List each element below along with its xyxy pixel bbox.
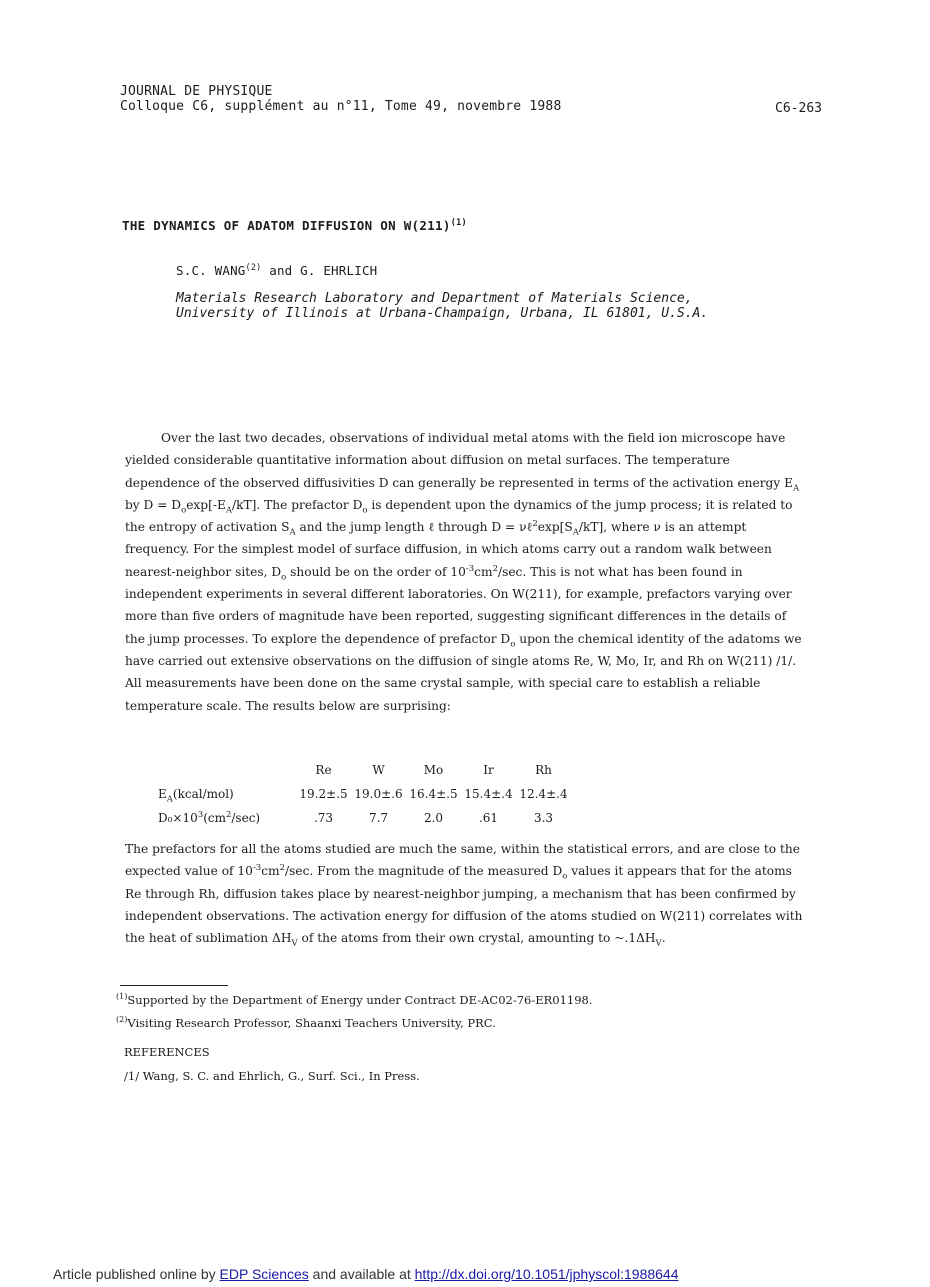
column-w: W <box>372 763 385 777</box>
body-paragraph-2: The prefactors for all the atoms studied are much the same, within the statistical errors, and are close to the expected value of $10^{-3}cm^2/\sec$. From the magnitude of the measured $D_o$ values it appears that for the atoms Re through Rh, diffusion takes place by nearest-neighbor jumping, a mechanism that has been confirmed by independent observations. The activation energy for diffusion of the atoms studied on W(211) correlates with the heat of sublimation $\Delta H_V$ of the atoms from their own crystal, amounting to $\sim.1\Delta H_V$. <box>125 842 803 949</box>
affiliation-line-1: Materials Research Laboratory and Department of Materials Science, <box>176 291 693 306</box>
table-corner <box>158 758 296 782</box>
table-cell: 19.0±.6 <box>354 787 403 801</box>
journal-name: JOURNAL DE PHYSIQUE <box>120 84 273 99</box>
journal-header <box>120 84 561 114</box>
footnote-divider <box>120 985 228 986</box>
footnote-2 <box>116 1016 496 1030</box>
doi-link[interactable]: http://dx.doi.org/10.1051/jphyscol:1988644 <box>414 1266 679 1282</box>
footer-prefix: Article published online by <box>53 1266 216 1282</box>
body-paragraph-1: Over the last two decades, observations of individual metal atoms with the field ion microscope have yielded considerable quantitative information about diffusion on metal surfaces. The temperature dependence of the observed diffusivities D can generally be represented in terms of the activation energy $E_A$ by $D = D_o\exp[-E_A/kT]$. The prefactor $D_o$ is dependent upon the dynamics of the jump process; it is related to the entropy of activation $S_A$ and the jump length ℓ through $D = \nu\ell^2\exp[S_A/kT]$, where ν is an attempt frequency. For the simplest model of surface diffusion, in which atoms carry out a random walk between nearest-neighbor sites, $D_o$ should be on the order of $10^{-3}cm^2/\sec$. This is not what has been found in independent experiments in several different laboratories. On W(211), for example, prefactors varying over more than five orders of magnitude have been reported, suggesting significant differences in the details of the jump processes. To explore the dependence of prefactor $D_o$ upon the chemical identity of the adatoms we have carried out extensive observations on the diffusion of single atoms Re, W, Mo, Ir, and Rh on W(211) /1/. All measurements have been done on the same crystal sample, with special care to establish a reliable temperature scale. The results below are surprising: <box>125 431 802 713</box>
page-number: C6-263 <box>775 101 822 116</box>
table-header-row <box>158 758 571 782</box>
table-cell: .73 <box>313 811 334 825</box>
reference-1: /1/ Wang, S. C. and Ehrlich, G., Surf. Sci., In Press. <box>124 1069 420 1083</box>
journal-issue: Colloque C6, supplément au n°11, Tome 49, novembre 1988 <box>120 99 562 114</box>
table-cell: 12.4±.4 <box>519 787 568 801</box>
table-cell: 7.7 <box>368 811 389 825</box>
affiliation-line-2: University of Illinois at Urbana-Champaign, Urbana, IL 61801, U.S.A. <box>176 306 709 321</box>
authors <box>176 263 377 278</box>
table-row <box>158 806 571 830</box>
footnote-1-text: Supported by the Department of Energy under Contract DE-AC02-76-ER01198. <box>127 993 593 1007</box>
footnote-1 <box>116 993 593 1007</box>
table-cell: 15.4±.4 <box>464 787 513 801</box>
publication-footer <box>53 1266 679 1282</box>
row-label-activation-energy: $E_A(kcal/mol)$ <box>158 787 234 805</box>
author-ehrlich: G. EHRLICH <box>300 263 378 278</box>
body-text <box>125 427 805 717</box>
row-label-prefactor: $D_0\times 10^3(cm^2/\sec)$ <box>158 810 261 825</box>
author-wang: S.C. WANG <box>176 263 246 278</box>
column-ir: Ir <box>483 763 494 777</box>
table-cell: 3.3 <box>533 811 554 825</box>
title-text: THE DYNAMICS OF ADATOM DIFFUSION ON W(211) <box>122 218 451 233</box>
references-heading: REFERENCES <box>124 1045 210 1059</box>
footnote-2-mark: (2) <box>116 1015 128 1025</box>
footer-middle: and available at <box>312 1266 411 1282</box>
footnote-1-mark: (1) <box>116 992 128 1002</box>
footnote-2-text: Visiting Research Professor, Shaanxi Teachers University, PRC. <box>127 1016 496 1030</box>
author-footnote-mark: (2) <box>245 262 262 273</box>
column-rh: Rh <box>535 763 552 777</box>
column-re: Re <box>315 763 332 777</box>
table-cell: 16.4±.5 <box>409 787 458 801</box>
table-cell: .61 <box>478 811 499 825</box>
table-row <box>158 782 571 806</box>
affiliation <box>176 291 708 321</box>
table-cell: 19.2±.5 <box>299 787 348 801</box>
table-cell: 2.0 <box>423 811 444 825</box>
publisher-link[interactable]: EDP Sciences <box>219 1266 309 1282</box>
column-mo: Mo <box>423 763 444 777</box>
paper-title <box>122 218 467 233</box>
results-table <box>158 758 571 830</box>
author-conjunction: and <box>269 263 293 278</box>
title-footnote-mark: (1) <box>450 217 467 228</box>
